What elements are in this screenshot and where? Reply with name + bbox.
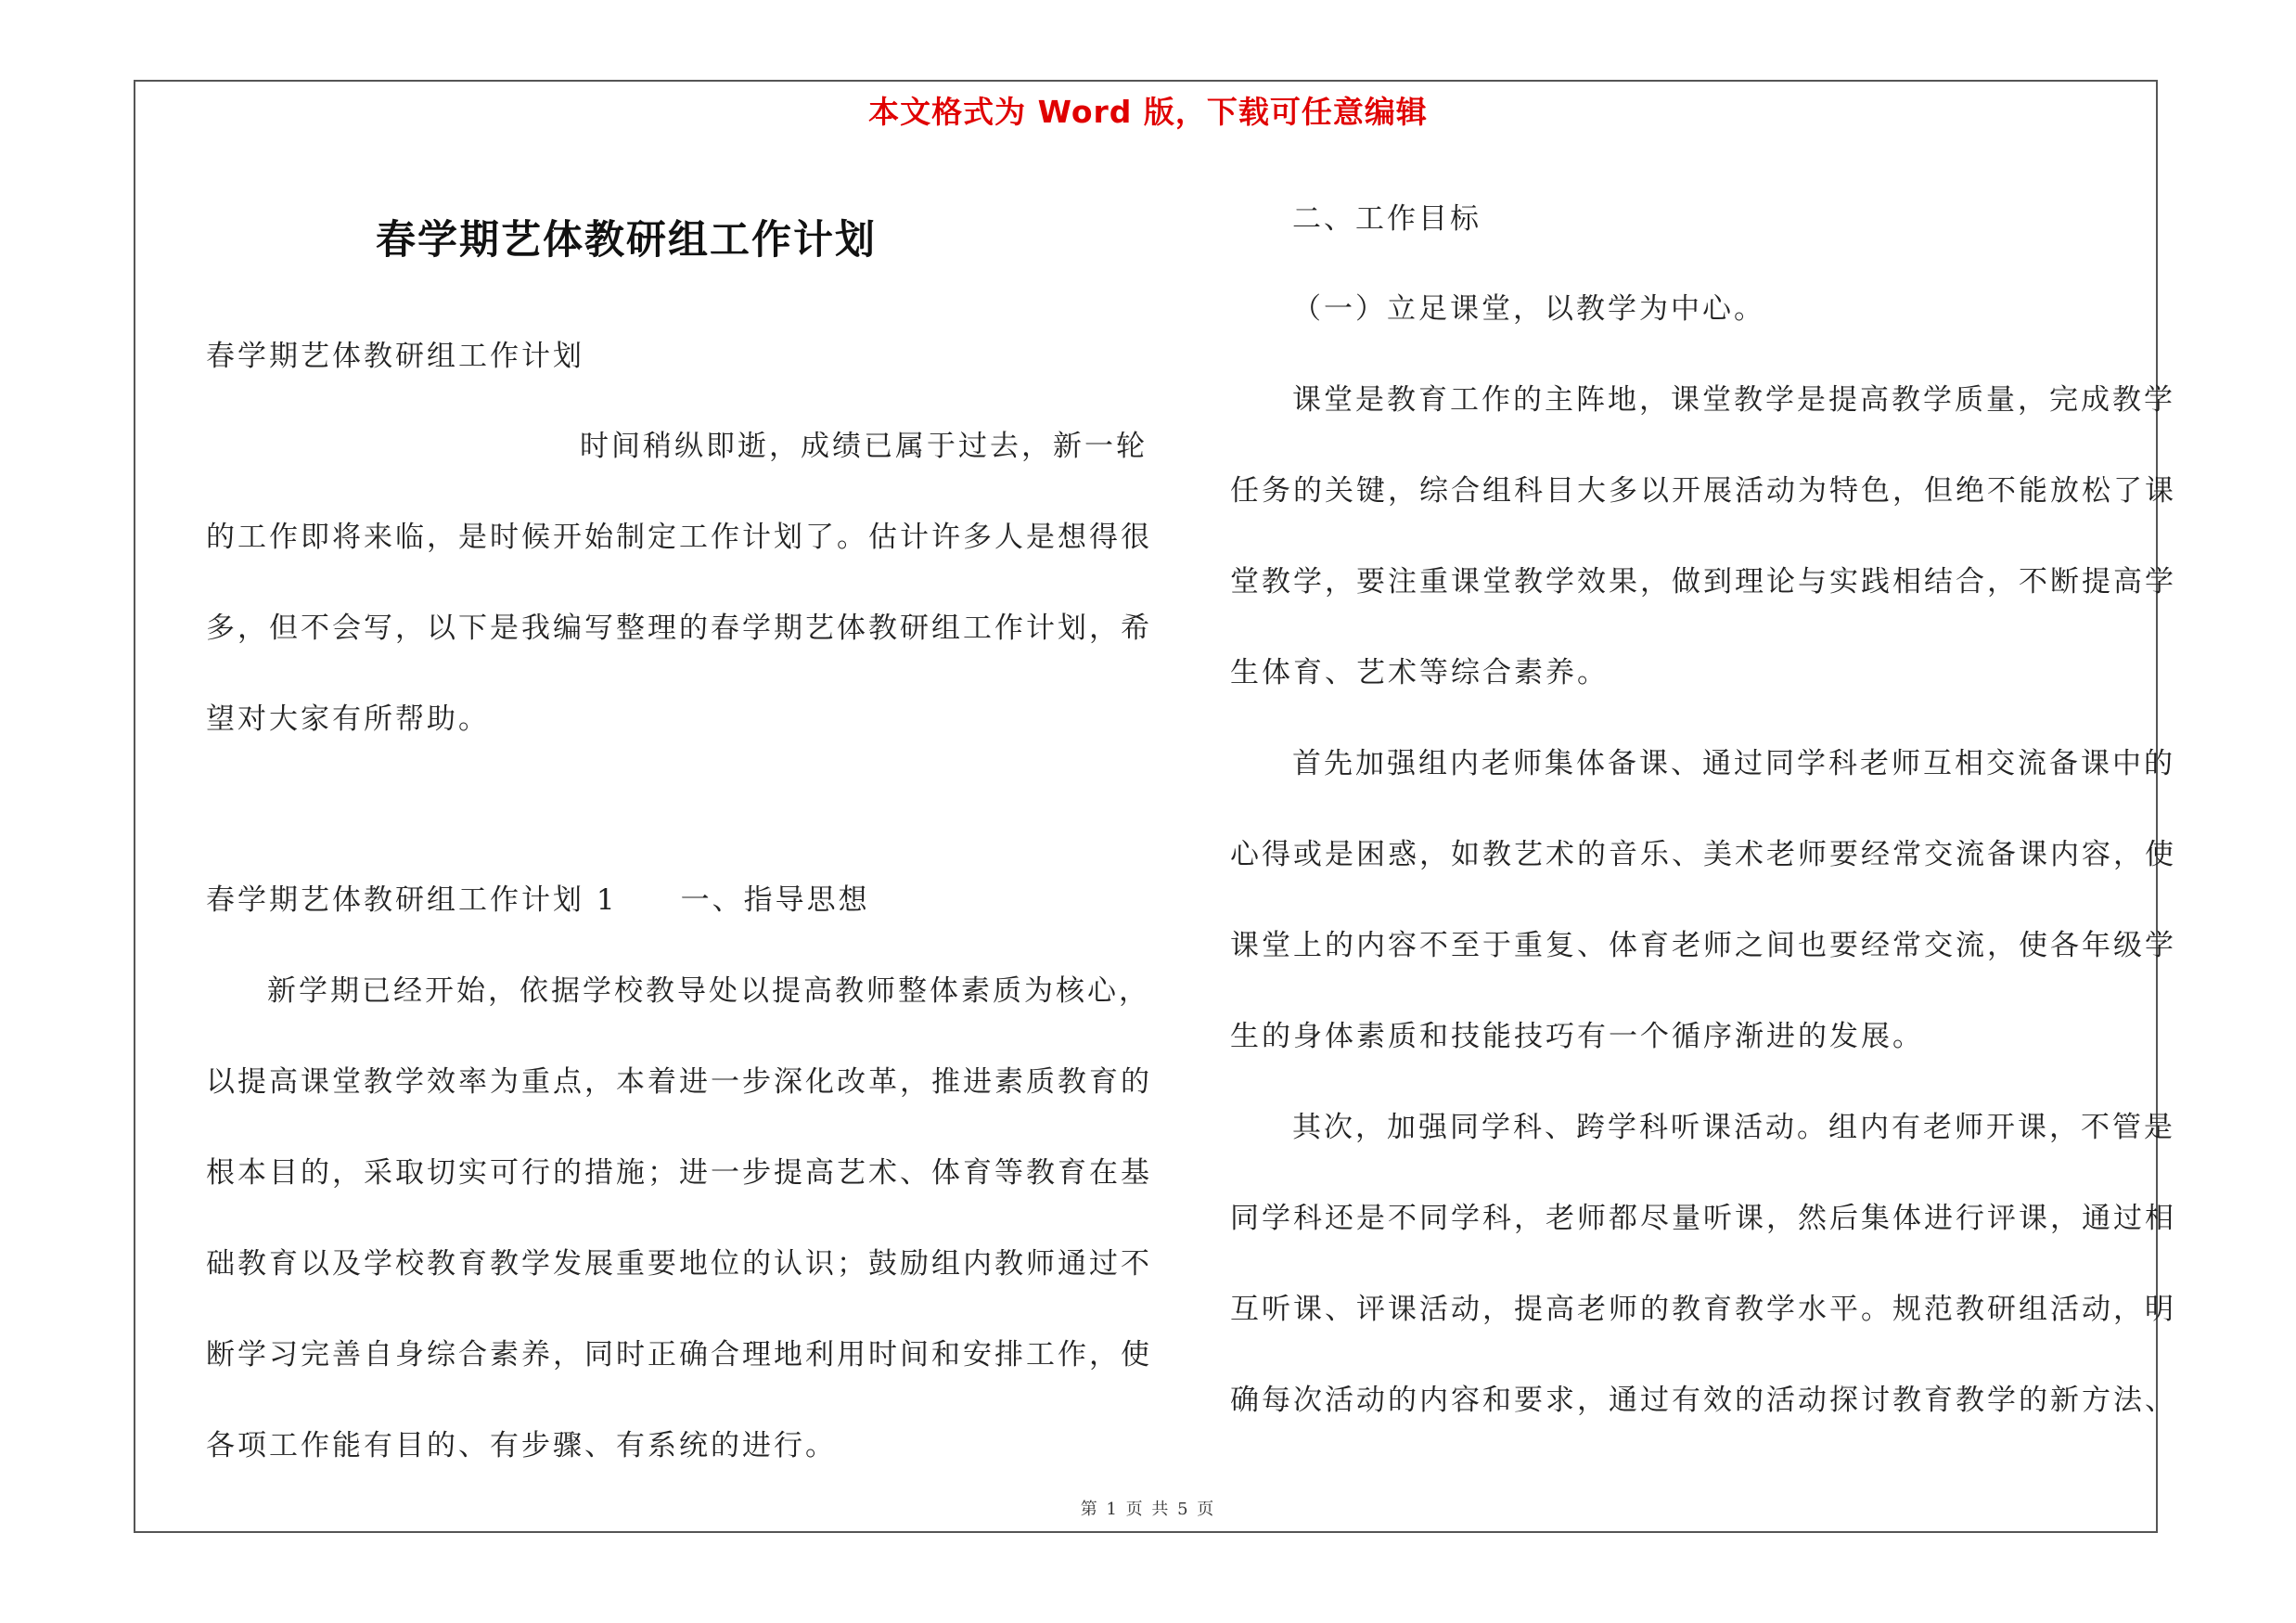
body-line: 时间稍纵即逝，成绩已属于过去，新一轮 xyxy=(580,430,1148,463)
body-line: 望对大家有所帮助。 xyxy=(206,702,490,736)
body-line: 课堂是教育工作的主阵地，课堂教学是提高教学质量，完成教学 xyxy=(1292,383,2175,417)
section-heading: 春学期艺体教研组工作计划 1 一、指导思想 xyxy=(206,883,870,917)
body-line: 础教育以及学校教育教学发展重要地位的认识；鼓励组内教师通过不 xyxy=(206,1247,1152,1281)
body-line: 新学期已经开始，依据学校教导处以提高教师整体素质为核心， xyxy=(267,974,1150,1008)
subtitle-line: 春学期艺体教研组工作计划 xyxy=(206,340,584,373)
body-line: 其次，加强同学科、跨学科听课活动。组内有老师开课，不管是 xyxy=(1292,1111,2175,1144)
format-banner: 本文格式为 Word 版，下载可任意编辑 xyxy=(868,94,1428,130)
body-line: 互听课、评课活动，提高老师的教育教学水平。规范教研组活动，明 xyxy=(1230,1293,2176,1326)
document-title: 春学期艺体教研组工作计划 xyxy=(376,217,877,264)
body-line: 心得或是困惑，如教艺术的音乐、美术老师要经常交流备课内容，使 xyxy=(1230,838,2176,871)
page-number-footer: 第 1 页 共 5 页 xyxy=(1080,1500,1216,1519)
body-line: 同学科还是不同学科，老师都尽量听课，然后集体进行评课，通过相 xyxy=(1230,1202,2176,1235)
body-line: 生的身体素质和技能技巧有一个循序渐进的发展。 xyxy=(1230,1020,1924,1053)
body-line: 断学习完善自身综合素养，同时正确合理地利用时间和安排工作，使 xyxy=(206,1338,1152,1372)
section-heading: 二、工作目标 xyxy=(1292,202,1481,236)
body-line: 确每次活动的内容和要求，通过有效的活动探讨教育教学的新方法、 xyxy=(1230,1384,2176,1417)
body-line: 多，但不会写，以下是我编写整理的春学期艺体教研组工作计划，希 xyxy=(206,612,1152,645)
body-line: 堂教学，要注重课堂教学效果，做到理论与实践相结合，不断提高学 xyxy=(1230,565,2176,599)
body-line: 首先加强组内老师集体备课、通过同学科老师互相交流备课中的 xyxy=(1292,747,2175,780)
body-line: 生体育、艺术等综合素养。 xyxy=(1230,656,1609,689)
body-line: 任务的关键，综合组科目大多以开展活动为特色，但绝不能放松了课 xyxy=(1230,474,2176,508)
body-line: 以提高课堂教学效率为重点，本着进一步深化改革，推进素质教育的 xyxy=(206,1065,1152,1099)
body-line: 的工作即将来临，是时候开始制定工作计划了。估计许多人是想得很 xyxy=(206,521,1152,554)
body-line: 根本目的，采取切实可行的措施；进一步提高艺术、体育等教育在基 xyxy=(206,1156,1152,1190)
subsection-heading: （一）立足课堂，以教学为中心。 xyxy=(1292,292,1765,326)
body-line: 各项工作能有目的、有步骤、有系统的进行。 xyxy=(206,1429,837,1462)
body-line: 课堂上的内容不至于重复、体育老师之间也要经常交流，使各年级学 xyxy=(1230,929,2176,962)
